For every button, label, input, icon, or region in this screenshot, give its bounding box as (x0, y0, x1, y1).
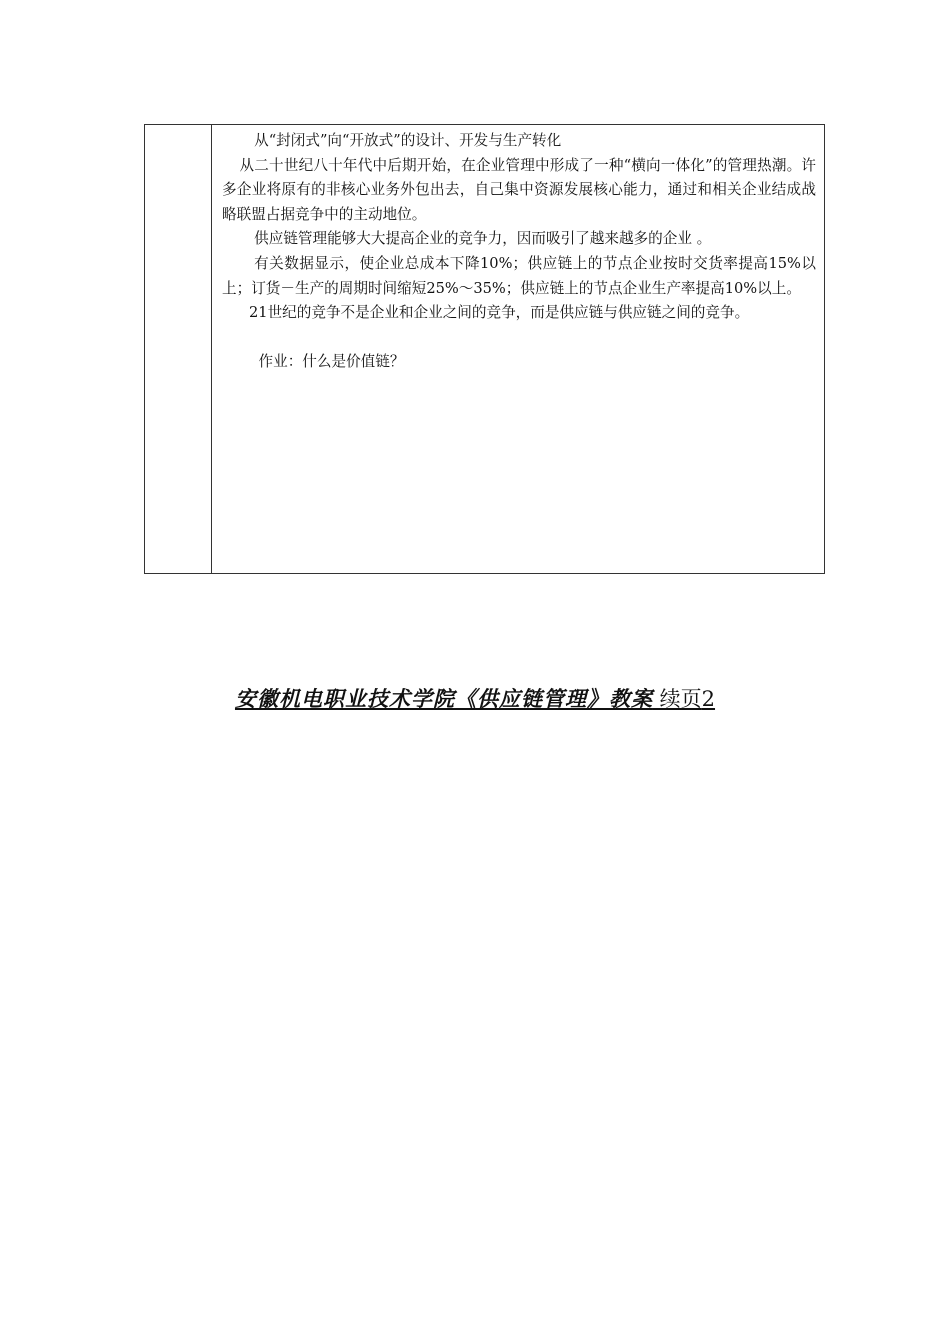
paragraph-horizontal-integration: 从二十世纪八十年代中后期开始，在企业管理中形成了一种“横向一体化”的管理热潮。许多企业将原有的非核心业务外包出去，自己集中资源发展核心能力，通过和相关企业结成战略联盟占据竞争中的主动地位。 (222, 156, 816, 223)
paragraph-competitiveness: 供应链管理能够大大提高企业的竞争力，因而吸引了越来越多的企业 。 (254, 230, 712, 248)
table-left-cell (145, 125, 212, 573)
footer-title-institution: 安徽机电职业技术学院《供应链管理》教案 (234, 687, 653, 711)
paragraph-21st-century: 21世纪的竞争不是企业和企业之间的竞争，而是供应链与供应链之间的竞争。 (249, 304, 750, 322)
homework-question: 作业：什么是价值链？ (258, 353, 405, 371)
footer-title (0, 684, 950, 714)
table-content-cell (212, 125, 824, 573)
blank-line (222, 326, 816, 351)
paragraph-design-shift: 从“封闭式”向“开放式”的设计、开发与生产转化 (254, 132, 562, 149)
footer-title-continued: 续页 (652, 687, 702, 711)
footer-page-number: 2 (701, 687, 716, 711)
lesson-content-table (144, 124, 825, 574)
paragraph-statistics: 有关数据显示，使企业总成本下降10%；供应链上的节点企业按时交货率提高15%以上；订货－生产的周期时间缩短25%～35%；供应链上的节点企业生产率提高10%以上。 (222, 254, 816, 297)
